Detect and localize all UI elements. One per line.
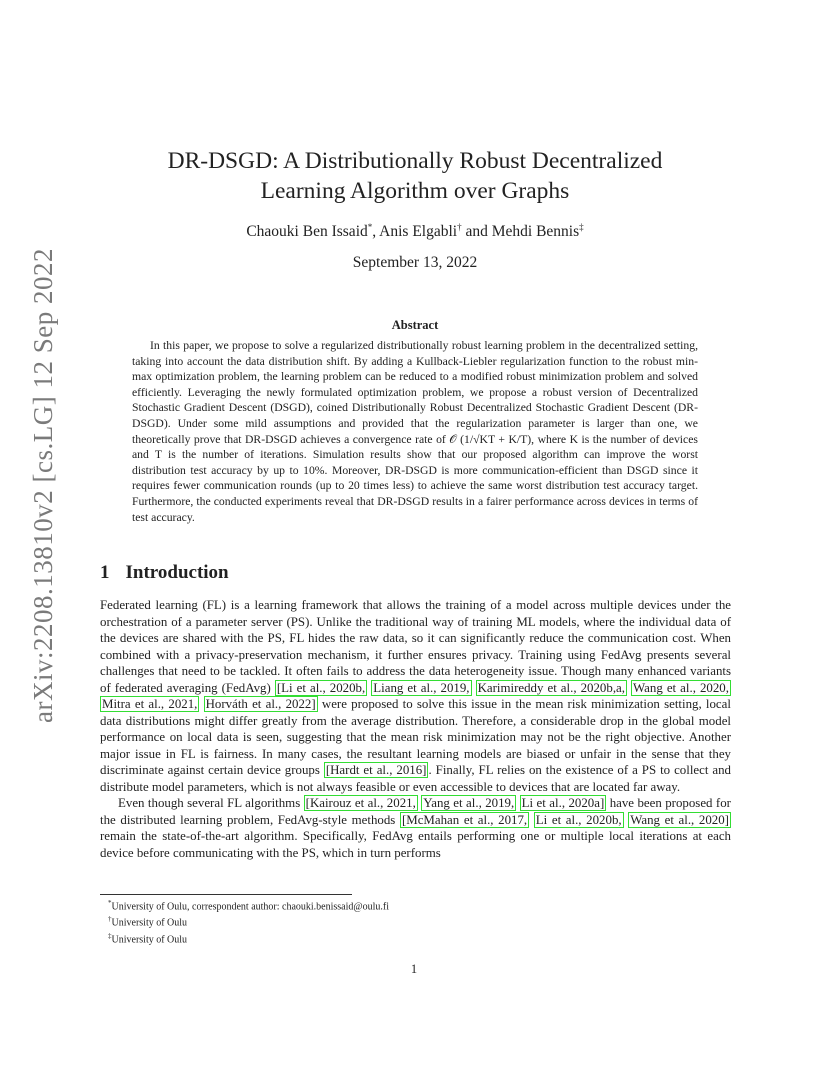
citation-link[interactable]: Wang et al., 2020,: [633, 680, 729, 695]
author-mark: ‡: [579, 222, 584, 232]
citation-link[interactable]: [Kairouz et al., 2021,: [305, 796, 416, 810]
citation-link[interactable]: Li et al., 2020b,: [535, 812, 622, 827]
body-text: were proposed to solve this issue in the mean risk minimization setting, local data distributions might differ greatly from the average distribution. Therefore, a considerable drop in the global model performance on local data is seen, suggesting that the mean risk minimization may not be the right objective. Another major issue in FL is fairness. In many cases, the resultant learning models are biased or unfair in the sense that they discriminate against certain device groups: [100, 697, 731, 777]
intro-body: [100, 597, 731, 861]
arxiv-identifier: [18, 247, 68, 723]
citation-link[interactable]: [Hardt et al., 2016]: [325, 763, 427, 777]
section-heading: [100, 562, 229, 584]
section-number: 1: [100, 562, 110, 583]
publication-date: September 13, 2022: [352, 254, 478, 271]
citation-link[interactable]: Karimireddy et al., 2020b,a,: [477, 680, 625, 695]
footnote-text: University of Oulu: [111, 917, 188, 929]
title-line-1: DR-DSGD: A Distributionally Robust Decentralized: [167, 148, 663, 174]
title-line-2: Learning Algorithm over Graphs: [260, 178, 570, 204]
author-list: Chaouki Ben Issaid*, Anis Elgabli† and Mehdi Bennis‡: [246, 222, 584, 241]
abstract-formula: 𝒪 (1/√KT + K/T),: [449, 432, 535, 446]
citation-link[interactable]: [McMahan et al., 2017,: [401, 812, 528, 827]
footnote: [100, 897, 730, 913]
footnote-text: University of Oulu: [111, 933, 188, 945]
paper-title: [100, 146, 730, 206]
abstract-paragraph: [132, 338, 698, 525]
citation-link[interactable]: [Li et al., 2020b,: [276, 680, 366, 695]
author-mark: *: [367, 222, 373, 232]
citation-link[interactable]: Wang et al., 2020]: [630, 812, 729, 827]
citation-link[interactable]: Horváth et al., 2022]: [205, 697, 316, 711]
body-text: have been proposed for the distributed learning problem, FedAvg-style methods: [100, 796, 731, 827]
author-name: Anis Elgabli: [379, 223, 458, 241]
citation-link[interactable]: Li et al., 2020a]: [521, 796, 605, 810]
section-title: Introduction: [125, 562, 229, 583]
arxiv-identifier-text: arXiv:2208.13810v2 [cs.LG] 12 Sep 2022: [27, 247, 58, 723]
abstract-text-1: In this paper, we propose to solve a regularized distributionally robust learning problem in the decentralized setting, taking into account the data distribution shift. By adding a Kullback-Liebler regularization function to the robust min-max optimization problem, the learning problem can be reduced to a modified robust minimization problem and solved efficiently. Leveraging the newly formulated optimization problem, we propose a robust version of Decentralized Stochastic Gradient Descent (DSGD), coined Distributionally Robust Decentralized Stochastic Gradient Descent (DR-DSGD). Under some mild assumptions and provided that the regularization parameter is larger than one, we theoretically prove that DR-DSGD achieves a convergence rate of: [132, 339, 698, 446]
body-text: remain the state-of-the-art algorithm. Specifically, FedAvg entails performing one or multiple local iterations at each device before communicating with the PS, which in turn performs: [100, 829, 731, 860]
intro-paragraph-1: [100, 597, 731, 795]
footnote-divider: [100, 894, 352, 895]
intro-paragraph-2: [100, 795, 731, 861]
citation-link[interactable]: Mitra et al., 2021,: [102, 697, 198, 711]
author-name: Mehdi Bennis: [491, 223, 580, 241]
citation-link[interactable]: Liang et al., 2019,: [373, 680, 470, 695]
body-text: . Finally, FL relies on the existence of a PS to collect and distribute model parameters, which is not always feasible or even accessible to devices that are located far away.: [100, 763, 732, 794]
footnote-text: University of Oulu, correspondent author: chaouki.benissaid@oulu.fi: [111, 901, 389, 913]
body-text: Federated learning (FL) is a learning framework that allows the training of a model across multiple devices under the orchestration of a parameter server (PS). Unlike the traditional way of training ML models, where the individual data of the devices are shared with the PS, FL hides the raw data, so it can significantly reduce the communication cost. When combined with a privacy-preservation mechanism, it further ensures privacy. Training using FedAvg presents several challenges that need to be tackled. It often fails to address the data heterogeneity issue. Though many enhanced variants of federated averaging (FedAvg): [100, 598, 731, 695]
footnote: [100, 913, 730, 929]
body-text: Even though several FL algorithms: [118, 796, 304, 810]
author-name: Chaouki Ben Issaid: [246, 223, 368, 241]
footnote-mark: ‡: [108, 931, 112, 940]
abstract-heading: Abstract: [391, 318, 439, 332]
author-mark: †: [457, 222, 462, 232]
footnote-mark: *: [108, 899, 112, 907]
footnotes: [100, 897, 730, 946]
citation-link[interactable]: Yang et al., 2019,: [423, 796, 515, 810]
abstract-text-2: where K is the number of devices and T is the number of iterations. Simulation results show that our proposed algorithm can improve the worst distribution test accuracy by up to 10%. Moreover, DR-DSGD is more communication-efficient than DSGD since it requires fewer communication rounds (up to 20 times less) to achieve the same worst distribution test accuracy target. Furthermore, the conducted experiments reveal that DR-DSGD results in a fairer performance across devices in terms of test accuracy.: [132, 432, 698, 524]
footnote-mark: †: [108, 915, 112, 924]
page-number: 1: [410, 962, 418, 976]
abstract-body: [132, 338, 698, 525]
footnote: [100, 930, 730, 946]
